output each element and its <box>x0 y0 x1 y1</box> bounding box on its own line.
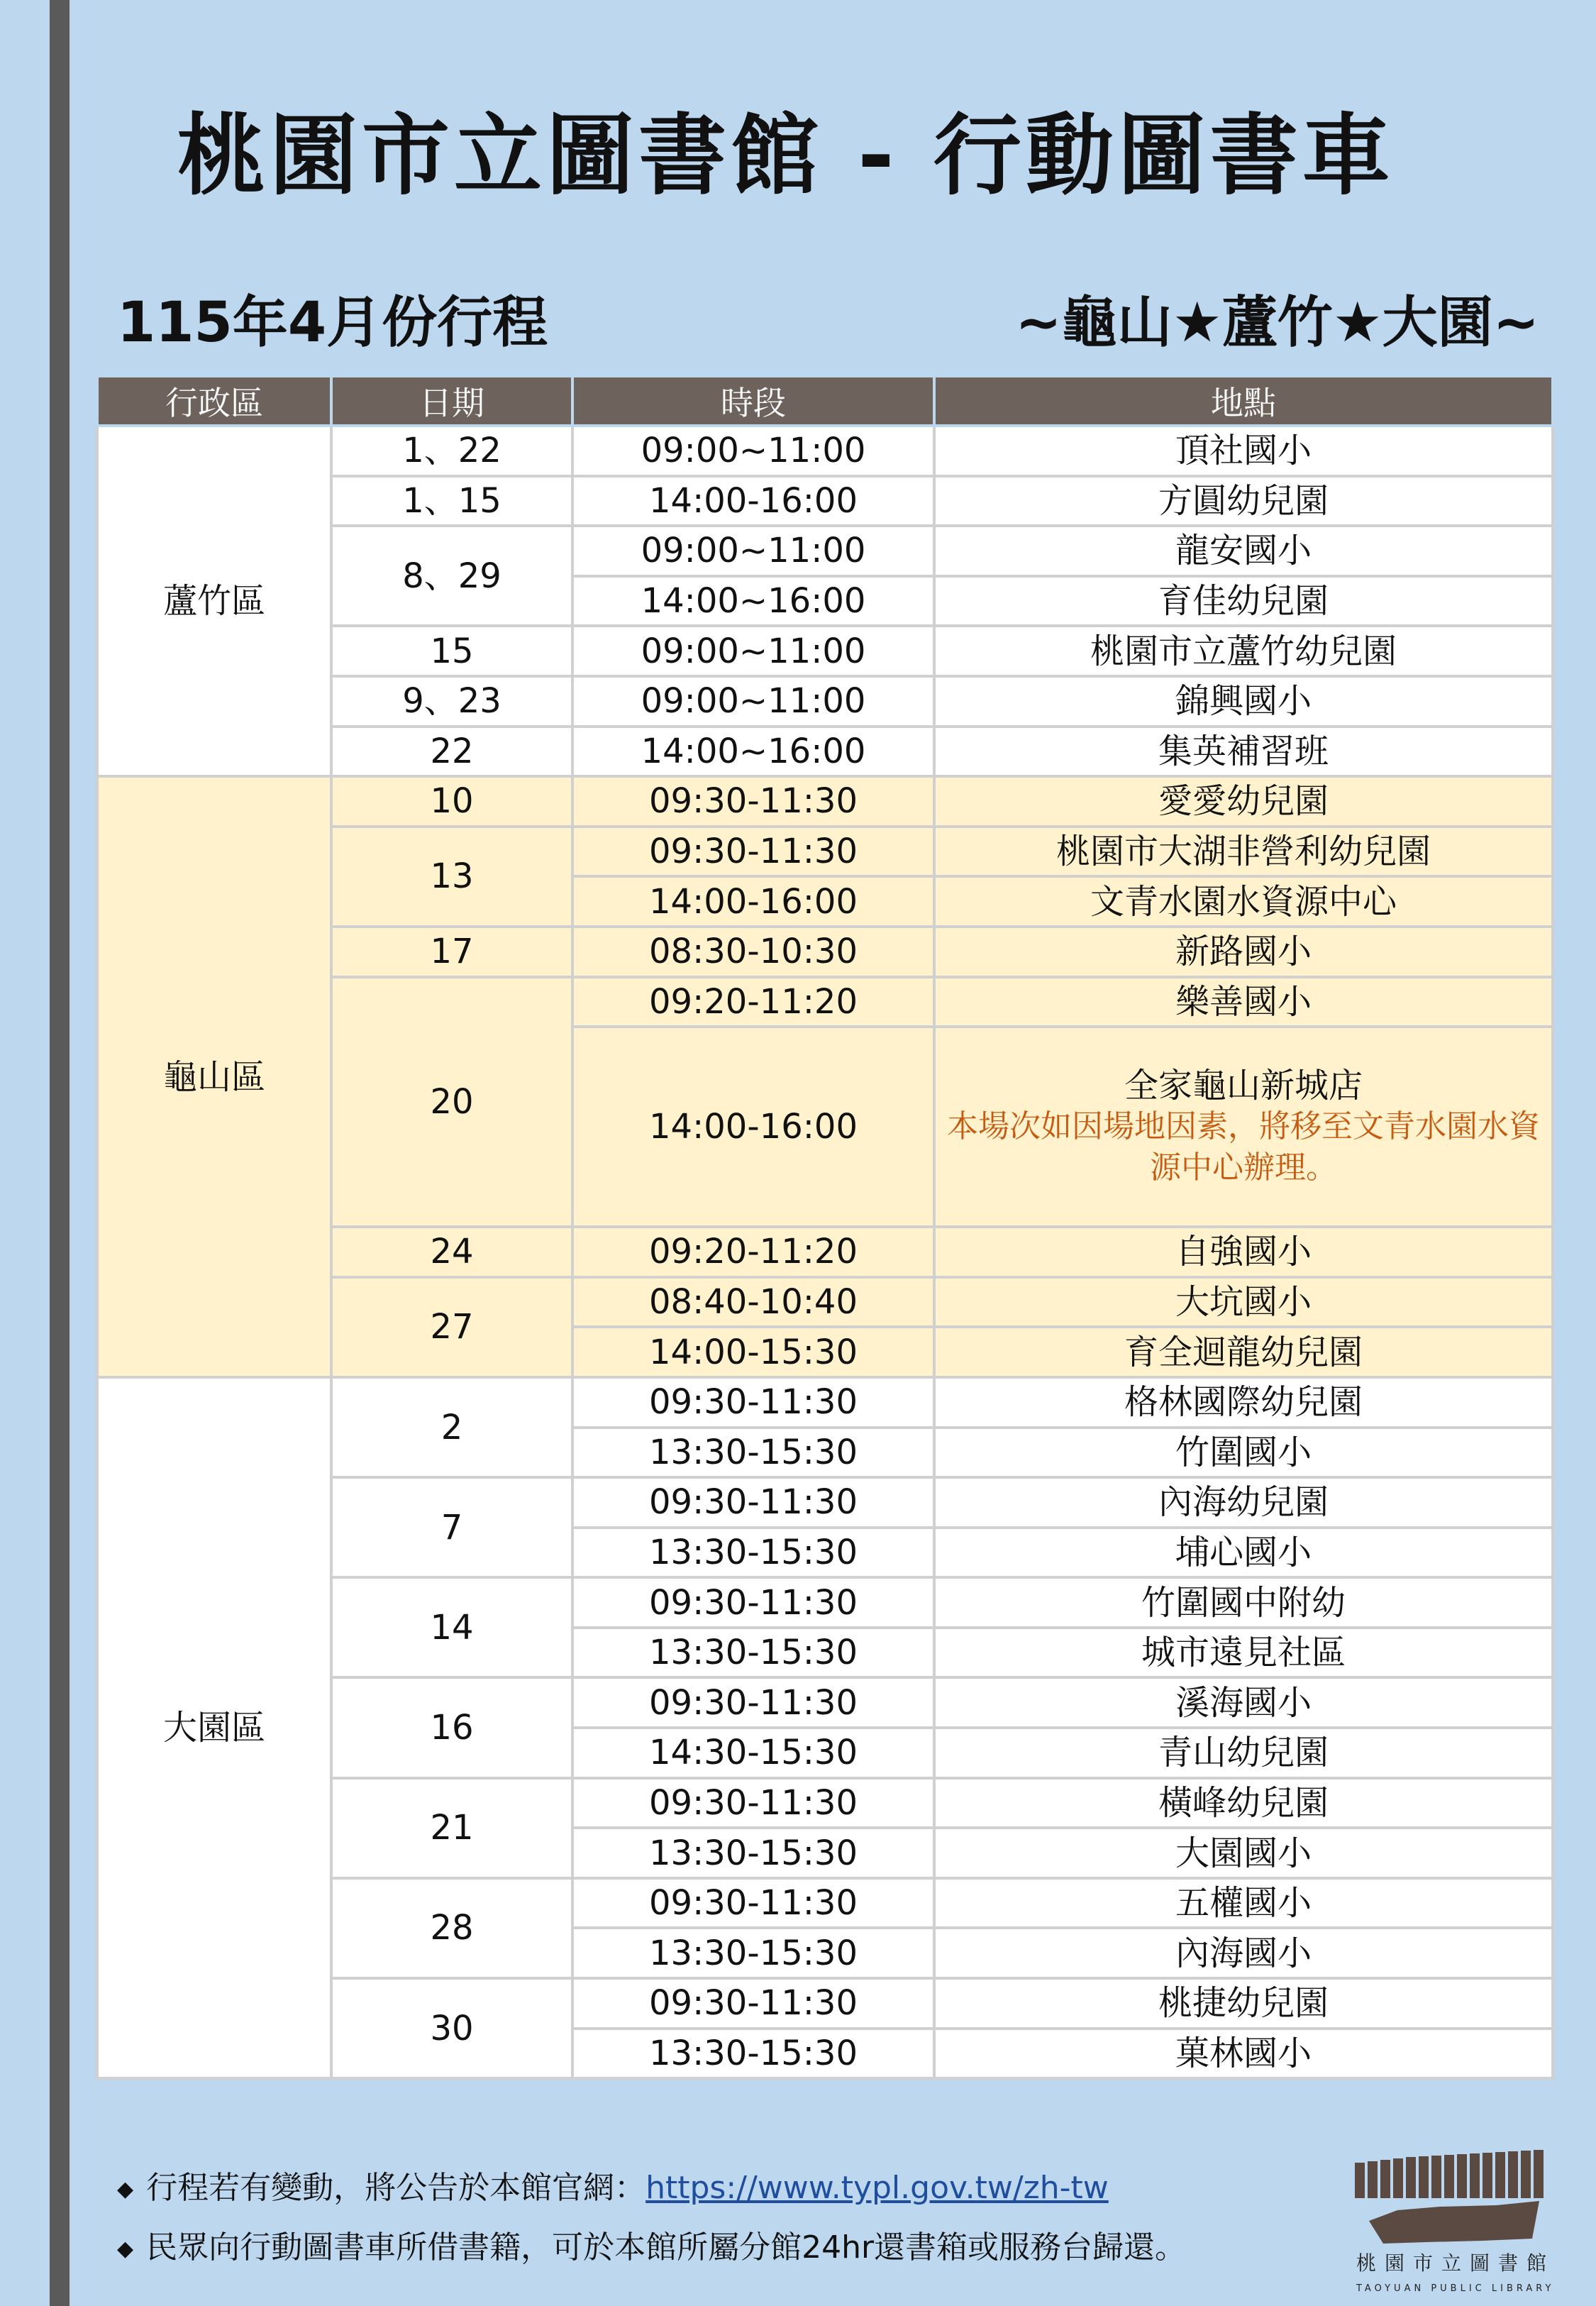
time-cell: 09:00~11:00 <box>572 676 934 727</box>
date-cell: 27 <box>331 1277 572 1377</box>
place-cell: 埔心國小 <box>934 1528 1553 1578</box>
footer-text-2: 民眾向行動圖書車所借書籍，可於本館所屬分館24hr還書箱或服務台歸還。 <box>146 2229 1187 2266</box>
table-row <box>97 776 1553 827</box>
table-row <box>97 1377 1553 1428</box>
time-cell: 09:00~11:00 <box>572 526 934 576</box>
website-link[interactable]: https://www.typl.gov.tw/zh-tw <box>645 2170 1109 2206</box>
district-luzhu: 蘆竹區 <box>97 426 331 776</box>
time-cell: 08:40-10:40 <box>572 1277 934 1328</box>
place-cell: 桃捷幼兒園 <box>934 1978 1553 2029</box>
place-cell: 大園國小 <box>934 1828 1553 1878</box>
date-cell: 22 <box>331 727 572 777</box>
date-cell: 14 <box>331 1577 572 1677</box>
time-cell: 09:30-11:30 <box>572 1978 934 2029</box>
table-header-row <box>97 376 1553 426</box>
date-cell: 8、29 <box>331 526 572 626</box>
place-cell: 內海國小 <box>934 1928 1553 1978</box>
time-cell: 14:30-15:30 <box>572 1728 934 1778</box>
place-cell: 桃園市大湖非營利幼兒園 <box>934 827 1553 877</box>
time-cell: 09:00~11:00 <box>572 626 934 676</box>
date-cell: 16 <box>331 1677 572 1777</box>
place-cell: 大坑國小 <box>934 1277 1553 1328</box>
time-cell: 13:30-15:30 <box>572 1828 934 1878</box>
page-title: 桃園市立圖書館 - 行動圖書車 <box>177 105 1395 207</box>
time-cell: 13:30-15:30 <box>572 1428 934 1478</box>
footer-notice-website <box>117 2167 1109 2211</box>
date-cell: 15 <box>331 626 572 676</box>
time-cell: 14:00-16:00 <box>572 1027 934 1227</box>
place-cell: 錦興國小 <box>934 676 1553 727</box>
time-cell: 13:30-15:30 <box>572 1528 934 1578</box>
district-dayuan: 大園區 <box>97 1377 331 2078</box>
header-district: 行政區 <box>97 376 331 426</box>
place-cell: 青山幼兒園 <box>934 1728 1553 1778</box>
place-cell: 竹圍國小 <box>934 1428 1553 1478</box>
place-cell: 新路國小 <box>934 927 1553 977</box>
place-cell: 城市遠見社區 <box>934 1628 1553 1678</box>
footer-text-1: 行程若有變動，將公告於本館官網： <box>146 2170 646 2206</box>
place-name: 全家龜山新城店 <box>1124 1066 1363 1106</box>
time-cell: 09:30-11:30 <box>572 1677 934 1728</box>
date-cell: 9、23 <box>331 676 572 727</box>
time-cell: 09:20-11:20 <box>572 1227 934 1277</box>
date-cell: 30 <box>331 1978 572 2078</box>
diamond-bullet-icon: ◆ <box>117 2177 134 2202</box>
place-cell: 方圓幼兒園 <box>934 476 1553 526</box>
place-cell: 菓林國小 <box>934 2029 1553 2079</box>
time-cell: 14:00-16:00 <box>572 876 934 927</box>
date-cell: 17 <box>331 927 572 977</box>
time-cell: 13:30-15:30 <box>572 1928 934 1978</box>
place-cell: 樂善國小 <box>934 977 1553 1027</box>
time-cell: 13:30-15:30 <box>572 1628 934 1678</box>
place-cell: 溪海國小 <box>934 1677 1553 1728</box>
place-cell: 育全迴龍幼兒園 <box>934 1327 1553 1377</box>
date-cell: 24 <box>331 1227 572 1277</box>
time-cell: 09:30-11:30 <box>572 1778 934 1828</box>
place-cell: 文青水園水資源中心 <box>934 876 1553 927</box>
date-cell: 20 <box>331 977 572 1228</box>
time-cell: 09:30-11:30 <box>572 776 934 827</box>
place-cell: 橫峰幼兒園 <box>934 1778 1553 1828</box>
time-cell: 14:00-16:00 <box>572 476 934 526</box>
place-cell: 愛愛幼兒園 <box>934 776 1553 827</box>
header-date: 日期 <box>331 376 572 426</box>
place-cell: 集英補習班 <box>934 727 1553 777</box>
left-accent-bar <box>50 0 70 2306</box>
time-cell: 09:30-11:30 <box>572 1477 934 1528</box>
time-cell: 09:30-11:30 <box>572 827 934 877</box>
venue-change-note: 本場次如因場地因素，將移至文青水園水資源中心辦理。 <box>947 1108 1540 1186</box>
place-cell: 格林國際幼兒園 <box>934 1377 1553 1428</box>
time-cell: 08:30-10:30 <box>572 927 934 977</box>
place-cell: 頂社國小 <box>934 426 1553 476</box>
time-cell: 14:00-15:30 <box>572 1327 934 1377</box>
place-cell: 桃園市立蘆竹幼兒園 <box>934 626 1553 676</box>
place-cell: 自強國小 <box>934 1227 1553 1277</box>
date-cell: 1、22 <box>331 426 572 476</box>
place-cell: 內海幼兒園 <box>934 1477 1553 1528</box>
place-cell-with-note <box>934 1027 1553 1227</box>
logo-text-chinese: 桃園市立圖書館 <box>1356 2251 1556 2275</box>
district-guishan: 龜山區 <box>97 776 331 1377</box>
time-cell: 09:00~11:00 <box>572 426 934 476</box>
schedule-table <box>96 375 1554 2080</box>
time-cell: 09:30-11:30 <box>572 1878 934 1929</box>
areas-title: ~龜山★蘆竹★大園~ <box>1015 291 1539 355</box>
date-cell: 13 <box>331 827 572 927</box>
place-cell: 龍安國小 <box>934 526 1553 576</box>
time-cell: 09:30-11:30 <box>572 1377 934 1428</box>
table-row <box>97 426 1553 476</box>
date-cell: 7 <box>331 1477 572 1577</box>
date-cell: 1、15 <box>331 476 572 526</box>
date-cell: 28 <box>331 1878 572 1978</box>
date-cell: 21 <box>331 1778 572 1878</box>
time-cell: 09:20-11:20 <box>572 977 934 1027</box>
time-cell: 14:00~16:00 <box>572 576 934 627</box>
place-cell: 竹圍國中附幼 <box>934 1577 1553 1628</box>
header-time: 時段 <box>572 376 934 426</box>
date-cell: 10 <box>331 776 572 827</box>
time-cell: 09:30-11:30 <box>572 1577 934 1628</box>
schedule-title: 115年4月份行程 <box>117 291 548 355</box>
logo-text-english: TAOYUAN PUBLIC LIBRARY <box>1356 2283 1555 2294</box>
time-cell: 13:30-15:30 <box>572 2029 934 2079</box>
date-cell: 2 <box>331 1377 572 1477</box>
footer-notice-return <box>117 2227 1186 2271</box>
time-cell: 14:00~16:00 <box>572 727 934 777</box>
place-cell: 五權國小 <box>934 1878 1553 1929</box>
header-place: 地點 <box>934 376 1553 426</box>
diamond-bullet-icon: ◆ <box>117 2236 134 2261</box>
place-cell: 育佳幼兒園 <box>934 576 1553 627</box>
